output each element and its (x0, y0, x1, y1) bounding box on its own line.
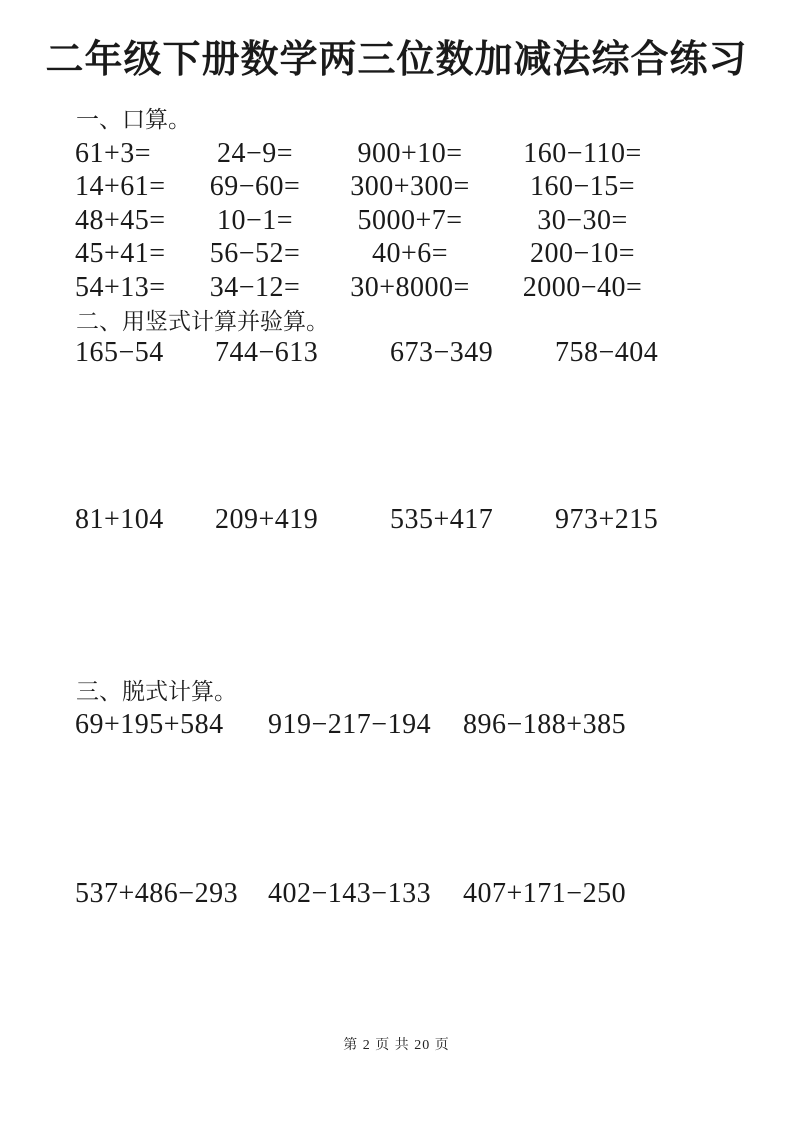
math-expression: 973+215 (555, 504, 659, 535)
section-2-heading: 二、用竖式计算并验算。 (76, 309, 329, 334)
math-expression: 407+171−250 (463, 878, 627, 909)
math-expression: 61+3= (75, 138, 152, 169)
math-expression: 919−217−194 (268, 709, 432, 740)
math-expression: 537+486−293 (75, 878, 239, 909)
page-footer: 第 2 页 共 20 页 (343, 1038, 450, 1053)
math-expression: 200−10= (529, 238, 636, 270)
math-expression: 300+300= (350, 171, 470, 203)
math-expression: 48+45= (75, 204, 166, 236)
math-expression: 10−1= (216, 204, 294, 236)
math-expression: 69+195+584 (75, 709, 224, 740)
math-expression: 34−12= (209, 271, 301, 303)
section-3-problems-row-2 (75, 878, 663, 910)
math-expression: 14+61= (75, 171, 166, 203)
math-expression: 5000+7= (357, 204, 463, 236)
math-expression: 209+419 (215, 504, 319, 535)
math-expression: 744−613 (215, 337, 319, 368)
math-expression: 30+8000= (350, 271, 470, 303)
math-expression: 45+41= (75, 238, 166, 270)
math-expression: 160−110= (523, 138, 642, 169)
math-expression: 40+6= (371, 238, 449, 270)
section-2-problems-row-1 (75, 337, 715, 369)
math-expression: 673−349 (390, 337, 494, 368)
section-3-problems-row-1 (75, 709, 663, 741)
math-expression: 24−9= (216, 138, 294, 169)
page-title: 二年级下册数学两三位数加减法综合练习 (45, 39, 748, 81)
math-expression: 896−188+385 (463, 709, 627, 740)
math-expression: 56−52= (209, 238, 301, 270)
math-expression: 402−143−133 (268, 878, 432, 909)
section-3-heading: 三、脱式计算。 (76, 679, 237, 704)
section-1-heading: 一、口算。 (76, 107, 191, 132)
math-expression: 535+417 (390, 504, 494, 535)
math-expression: 758−404 (555, 337, 659, 368)
math-expression: 165−54 (75, 337, 164, 368)
math-expression: 54+13= (75, 271, 166, 303)
math-expression: 2000−40= (522, 271, 643, 303)
math-expression: 30−30= (537, 204, 628, 236)
section-2-problems-row-2 (75, 504, 715, 536)
math-expression: 900+10= (357, 138, 463, 169)
math-expression: 160−15= (529, 171, 636, 203)
math-expression: 81+104 (75, 504, 164, 535)
math-expression: 69−60= (209, 171, 301, 203)
section-1-problems (75, 137, 665, 304)
